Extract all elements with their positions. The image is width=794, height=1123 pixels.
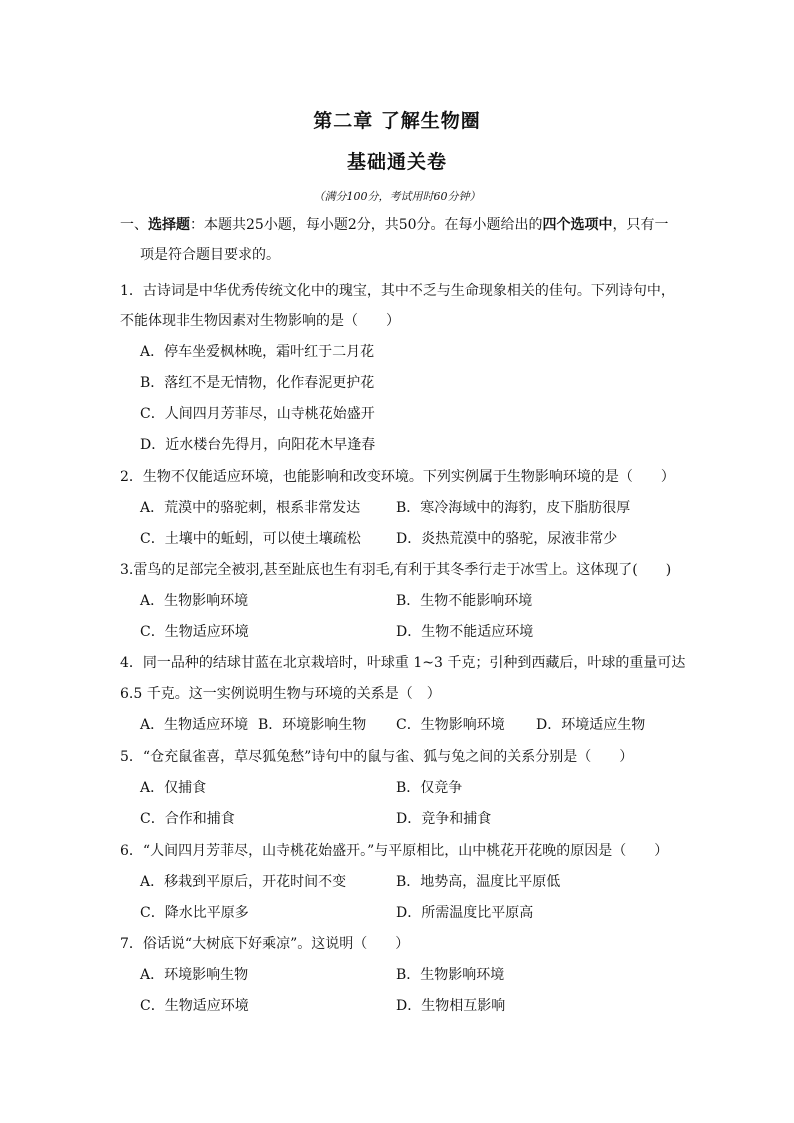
question-4-option-c[interactable]: C．生物影响环境 [396,717,505,733]
question-7-option-a[interactable]: A．环境影响生物 [140,967,249,983]
question-6-line-1: 6．“人间四月芳菲尽，山寺桃花始盛开。”与平原相比，山中桃花开花晚的原因是（ ） [120,843,669,859]
question-7-option-b[interactable]: B．生物影响环境 [396,967,505,983]
question-2-option-d[interactable]: D．炎热荒漠中的骆驼，尿液非常少 [396,531,618,547]
question-6-option-c[interactable]: C．降水比平原多 [140,905,249,921]
question-3-option-b[interactable]: B．生物不能影响环境 [396,593,533,609]
question-4-line-2: 6.5 千克。这一实例说明生物与环境的关系是（ ） [120,686,441,702]
question-5-option-b[interactable]: B．仅竞争 [396,780,463,796]
question-3-option-d[interactable]: D．生物不能适应环境 [396,624,534,640]
question-1-option-d[interactable]: D．近水楼台先得月，向阳花木早逢春 [140,437,376,453]
question-2-option-b[interactable]: B．寒冷海域中的海豹，皮下脂肪很厚 [396,500,631,516]
question-4-option-d[interactable]: D．环境适应生物 [536,717,646,733]
question-1-option-b[interactable]: B．落红不是无情物，化作春泥更护花 [140,375,375,391]
paper-subtitle: 基础通关卷 [346,151,447,173]
question-6-option-d[interactable]: D．所需温度比平原高 [396,905,534,921]
question-4-option-b[interactable]: B．环境影响生物 [258,717,367,733]
question-5-option-c[interactable]: C．合作和捕食 [140,811,235,827]
question-7-line-1: 7．俗话说“大树底下好乘凉”。这说明（ ） [120,936,410,952]
question-3-line-1: 3.雷鸟的足部完全被羽,甚至趾底也生有羽毛,有利于其冬季行走于冰雪上。这体现了( ) [120,562,672,578]
question-2-option-a[interactable]: A．荒漠中的骆驼刺，根系非常发达 [140,500,361,516]
question-2-line-1: 2．生物不仅能适应环境，也能影响和改变环境。下列实例属于生物影响环境的是（ ） [120,469,675,485]
question-1-option-a[interactable]: A．停车坐爱枫林晚，霜叶红于二月花 [140,344,375,360]
question-5-line-1: 5．“仓充鼠雀喜，草尽狐兔愁”诗句中的鼠与雀、狐与兔之间的关系分别是（ ） [120,749,634,765]
question-7-option-d[interactable]: D．生物相互影响 [396,998,506,1014]
question-4-line-1: 4．同一品种的结球甘蓝在北京栽培时，叶球重 1~3 千克；引种到西藏后，叶球的重量可达 [120,655,686,671]
question-5-option-d[interactable]: D．竞争和捕食 [396,811,492,827]
question-1-option-c[interactable]: C．人间四月芳菲尽，山寺桃花始盛开 [140,406,375,422]
question-5-option-a[interactable]: A．仅捕食 [140,780,207,796]
exam-note: （满分100分，考试用时60分钟） [313,190,481,203]
question-6-option-b[interactable]: B．地势高，温度比平原低 [396,874,561,890]
question-1-line-2: 不能体现非生物因素对生物影响的是（ ） [120,313,400,329]
question-3-option-c[interactable]: C．生物适应环境 [140,624,249,640]
question-7-option-c[interactable]: C．生物适应环境 [140,998,249,1014]
question-6-option-a[interactable]: A．移栽到平原后，开花时间不变 [140,874,347,890]
section-heading-line-1: 一、选择题：本题共25小题，每小题2分，共50分。在每小题给出的四个选项中，只有一 [120,217,669,233]
question-3-option-a[interactable]: A．生物影响环境 [140,593,249,609]
section-heading-line-2: 项是符合题目要求的。 [140,247,280,263]
question-1-line-1: 1．古诗词是中华优秀传统文化中的瑰宝，其中不乏与生命现象相关的佳句。下列诗句中， [120,283,675,299]
question-4-option-a[interactable]: A．生物适应环境 [140,717,249,733]
question-2-option-c[interactable]: C．土壤中的蚯蚓，可以使土壤疏松 [140,531,361,547]
chapter-title: 第二章 了解生物圈 [313,110,481,132]
